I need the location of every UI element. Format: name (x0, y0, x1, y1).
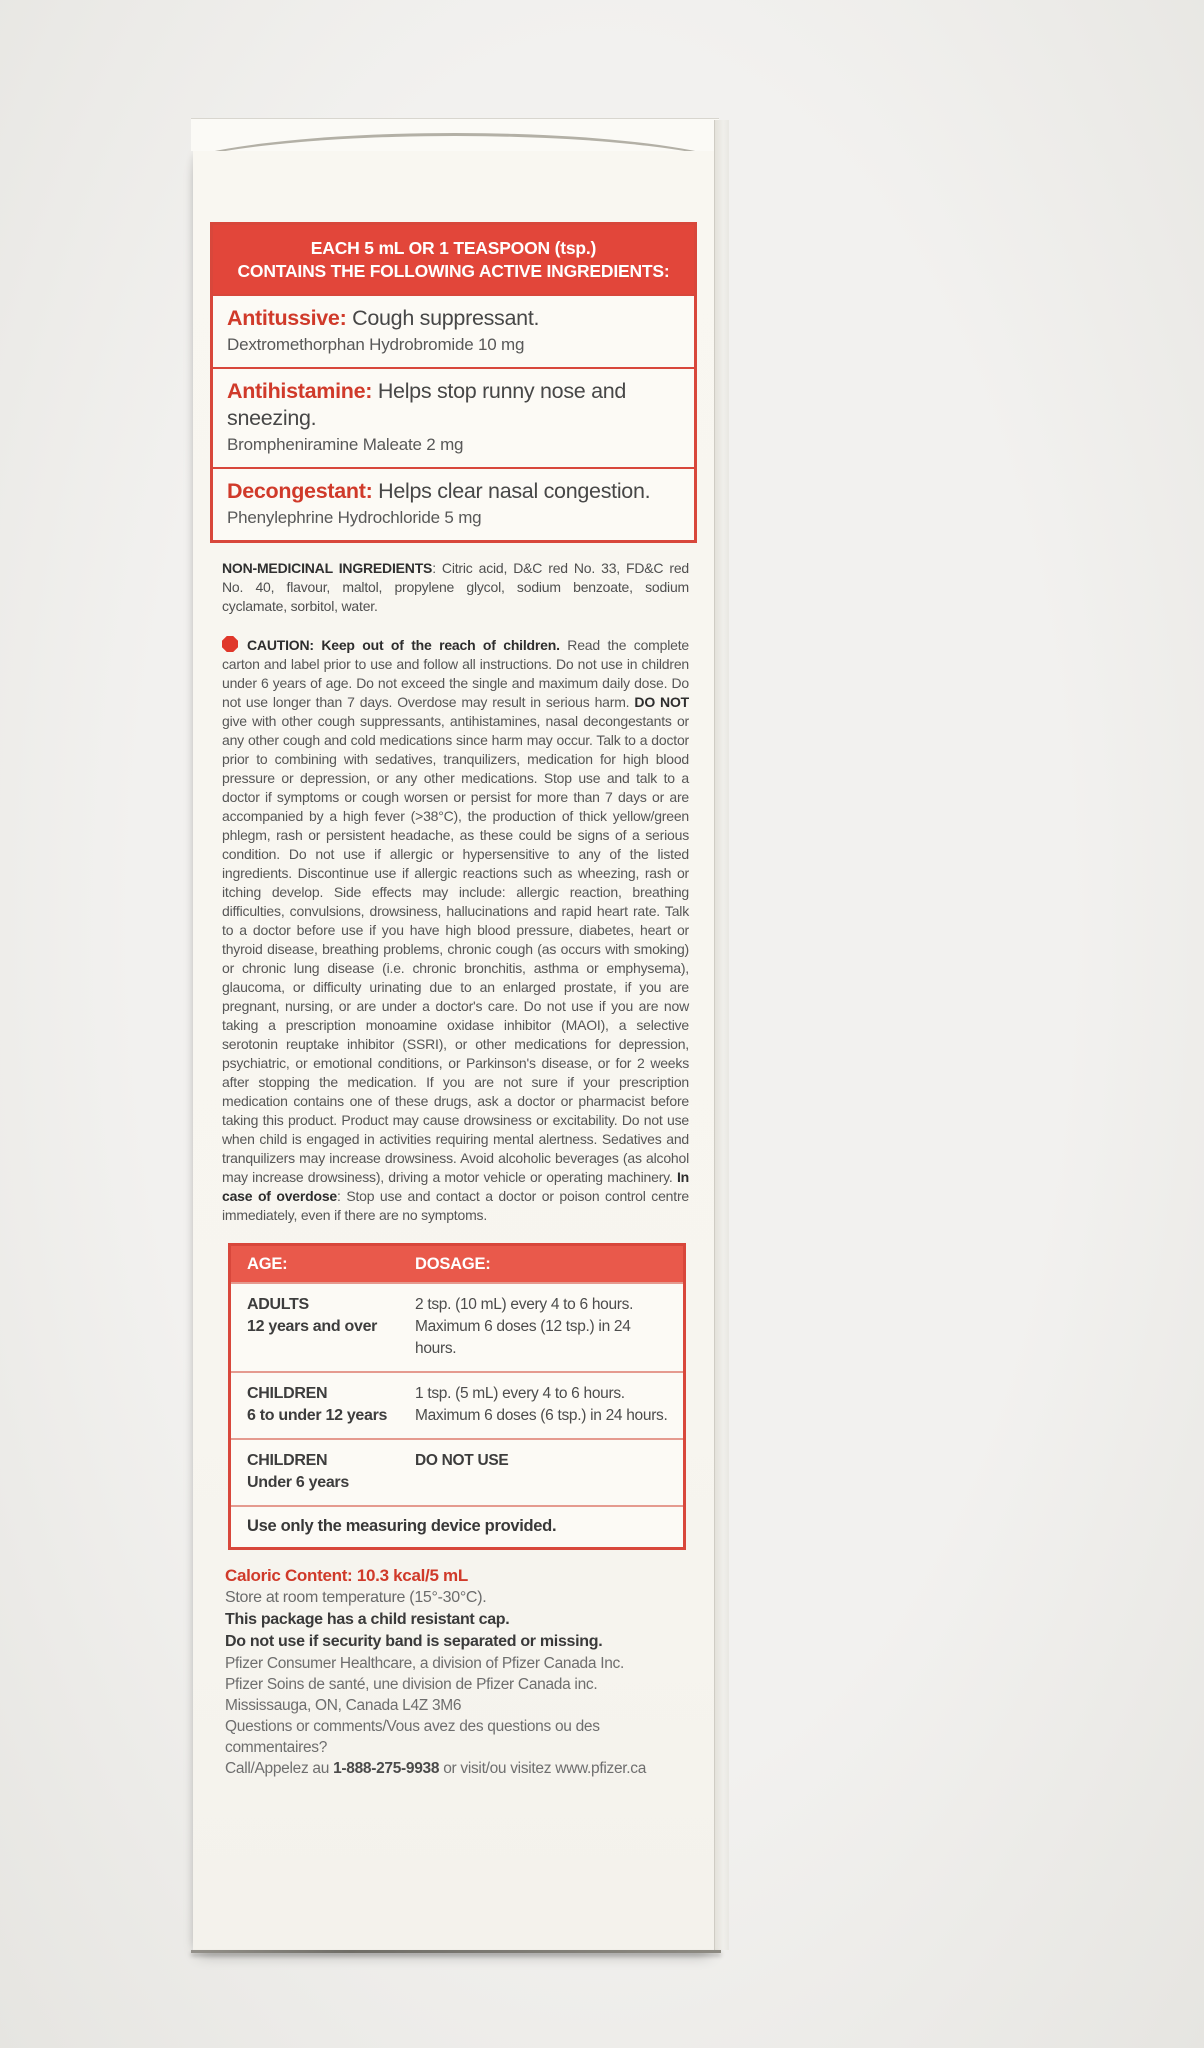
ingredient-row-antihistamine (213, 367, 694, 467)
company-name-fr: Pfizer Soins de santé, une division de Pfizer Canada inc. (225, 1676, 598, 1693)
active-ingredients-header (213, 225, 694, 294)
caution-text-2: give with other cough suppressants, antihistamines, nasal decongestants or any other cough and cold medications since harm may occur. Talk to a doctor prior to combining with sedatives, tranquilizers, medication for high blood pressure or depression, or any other medications. Stop use and talk to a doctor if symptoms or cough worsen or persist for more than 7 days or are accompanied by a high fever (>38°C), the production of thick yellow/green phlegm, rash or persistent headache, as these could be signs of a serious condition. Do not use if allergic or hypersensitive to any of the listed ingredients. Discontinue use if allergic reactions such as wheezing, rash or itching develop. Side effects may include: allergic reaction, breathing difficulties, convulsions, drowsiness, hallucinations and rapid heart rate. Talk to a doctor before use if you have high blood pressure, diabetes, heart or thyroid disease, breathing problems, chronic cough (as occurs with smoking) or chronic lung disease (i.e. chronic bronchitis, asthma or emphysema), glaucoma, or difficulty urinating due to an enlarged prostate, if you are pregnant, nursing, or are under a doctor's care. Do not use if you are now taking a prescription monoamine oxidase inhibitor (MAOI), a selective serotonin reuptake inhibitor (SSRI), or other medications for depression, psychiatric, or emotional conditions, or Parkinson's disease, or for 2 weeks after stopping the medication. If you are not sure if your prescription medication contains one of these drugs, ask a doctor or pharmacist before taking this product. Product may cause drowsiness or excitability. Do not use when child is engaged in activities requiring mental alertness. Sedatives and tranquilizers may increase drowsiness. Avoid alcoholic beverages (as alcohol may increase drowsiness), driving a motor vehicle or operating machinery. (222, 713, 689, 1185)
age-range: 6 to under 12 years (247, 1407, 388, 1424)
ingredient-name: Antihistamine: (227, 379, 373, 403)
measuring-device-note: Use only the measuring device provided. (231, 1505, 683, 1547)
ingredient-row-antitussive (213, 294, 694, 367)
caution-intro: CAUTION: Keep out of the reach of children. (247, 637, 560, 653)
age-group: ADULTS (247, 1296, 309, 1313)
caution-do-not: DO NOT (634, 694, 689, 710)
caution-text-3: : Stop use and contact a doctor or poison control centre immediately, even if there are no symptoms. (222, 1188, 689, 1223)
medicine-package-back-panel (193, 150, 715, 1950)
package-side-edge (714, 120, 729, 1950)
caloric-content: Caloric Content: 10.3 kcal/5 mL (225, 1566, 468, 1585)
call-suffix: or visit/ou visitez www.pfizer.ca (439, 1760, 647, 1777)
ingredient-name: Antitussive: (227, 306, 347, 330)
non-medicinal-ingredients (222, 559, 689, 616)
dose-instruction: 1 tsp. (5 mL) every 4 to 6 hours. (415, 1385, 625, 1402)
dose-maximum: Maximum 6 doses (6 tsp.) in 24 hours. (415, 1407, 668, 1424)
dosage-row-adults (231, 1282, 683, 1371)
back-label (193, 150, 715, 1779)
age-group: CHILDREN (247, 1385, 328, 1402)
age-range: 12 years and over (247, 1318, 378, 1335)
caution-paragraph (222, 636, 689, 1225)
contact-line (225, 1758, 689, 1779)
dose-instruction: 2 tsp. (10 mL) every 4 to 6 hours. (415, 1296, 634, 1313)
ingredient-purpose: Helps stop runny nose and sneezing. (227, 379, 627, 430)
caution-overdose: In case of overdose (222, 1169, 689, 1204)
dosage-row-children-under-6 (231, 1438, 683, 1505)
package-cap-seam (191, 118, 719, 151)
caution-text-1: Read the complete carton and label prior to use and follow all instructions. Do not use in children under 6 years of age. Do not exceed the single and maximum daily dose. Do not use longer than 7 days. Overdose may result in serious harm. (222, 637, 689, 710)
non-medicinal-text: : Citric acid, D&C red No. 33, FD&C red No. 40, flavour, maltol, propylene glycol, sodium benzoate, sodium cyclamate, sorbitol, water. (222, 560, 689, 614)
age-range: Under 6 years (247, 1474, 349, 1491)
ingredient-substance: Brompheniramine Maleate 2 mg (227, 435, 464, 454)
label-footer (225, 1565, 689, 1779)
ingredient-name: Decongestant: (227, 479, 373, 503)
ingredient-substance: Phenylephrine Hydrochloride 5 mg (227, 508, 482, 527)
ingredient-row-decongestant (213, 467, 694, 540)
caution-octagon-icon (222, 636, 238, 652)
header-line1: EACH 5 mL OR 1 TEASPOON (tsp.) (310, 238, 597, 258)
ingredient-purpose: Cough suppressant. (352, 306, 540, 330)
ingredient-substance: Dextromethorphan Hydrobromide 10 mg (227, 335, 525, 354)
questions-line: Questions or comments/Vous avez des questions ou des commentaires? (225, 1718, 600, 1756)
dosage-table (228, 1243, 686, 1550)
dosage-column-header: DOSAGE: (415, 1255, 491, 1273)
storage-instruction: Store at room temperature (15°-30°C). (225, 1589, 487, 1606)
age-column-header: AGE: (247, 1255, 288, 1273)
company-address: Mississauga, ON, Canada L4Z 3M6 (225, 1697, 462, 1714)
call-prefix: Call/Appelez au (225, 1760, 334, 1777)
dose-instruction: DO NOT USE (415, 1452, 509, 1469)
package-bottom-seam (191, 1950, 721, 1953)
dose-maximum: Maximum 6 doses (12 tsp.) in 24 hours. (415, 1318, 631, 1357)
security-band-note: Do not use if security band is separated or missing. (225, 1633, 603, 1650)
dosage-row-children-6-12 (231, 1371, 683, 1438)
dosage-table-header (231, 1246, 683, 1282)
non-medicinal-label: NON-MEDICINAL INGREDIENTS (222, 560, 433, 576)
child-resistant-cap-note: This package has a child resistant cap. (225, 1611, 510, 1628)
age-group: CHILDREN (247, 1452, 328, 1469)
active-ingredients-section (210, 222, 697, 543)
header-line2: CONTAINS THE FOLLOWING ACTIVE INGREDIENTS: (237, 261, 670, 281)
company-name-en: Pfizer Consumer Healthcare, a division of Pfizer Canada Inc. (225, 1655, 624, 1672)
phone-number: 1-888-275-9938 (333, 1760, 440, 1777)
ingredient-purpose: Helps clear nasal congestion. (378, 479, 651, 503)
